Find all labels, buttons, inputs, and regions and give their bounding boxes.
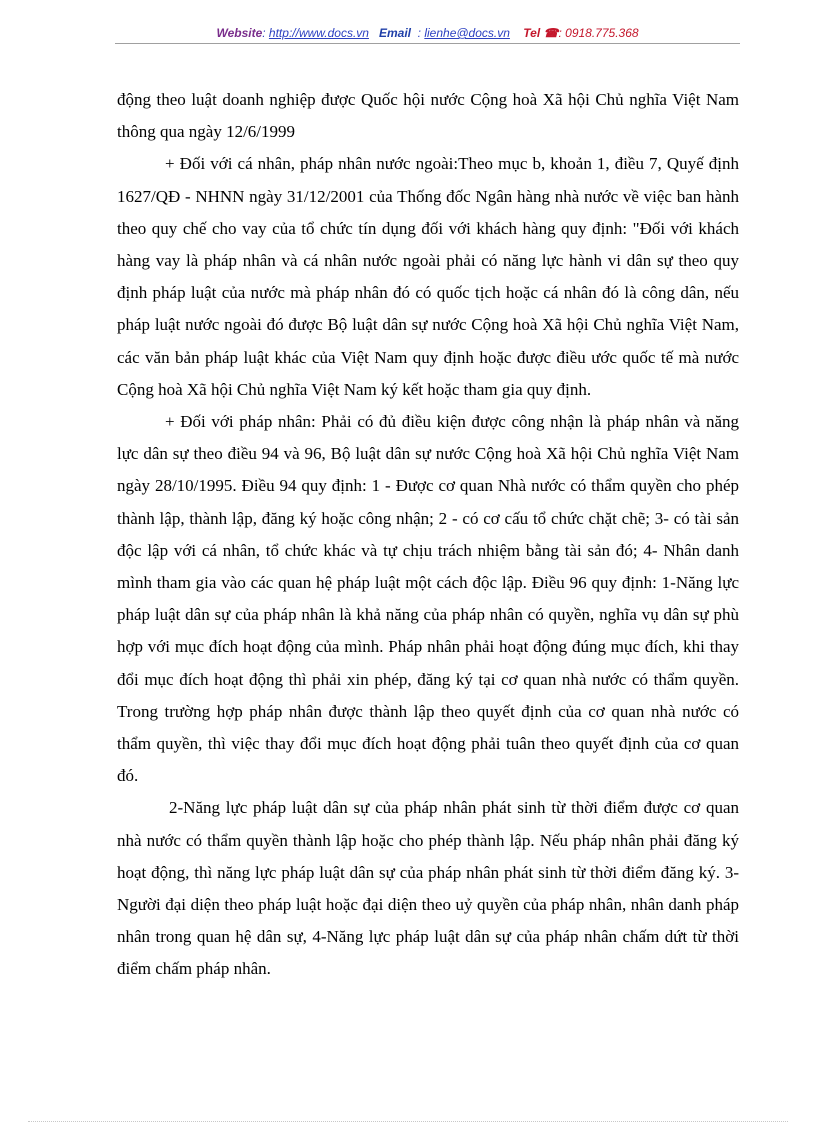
body-paragraph-1: động theo luật doanh nghiệp được Quốc hội nước Cộng hoà Xã hội Chủ nghĩa Việt Nam thông qua ngày 12/6/1999 <box>117 90 739 142</box>
document-body <box>117 84 739 986</box>
phone-icon: ☎ <box>543 26 559 40</box>
tel-separator: : <box>558 26 566 40</box>
footer-divider <box>28 1121 788 1122</box>
email-link[interactable]: lienhe@docs.vn <box>424 26 510 40</box>
page-header <box>115 24 740 43</box>
body-paragraph-3: + Đối với pháp nhân: Phải có đủ điều kiện được công nhận là pháp nhân và năng lực dân sự theo điều 94 và 96, Bộ luật dân sự nước Cộng hoà Xã hội Chủ nghĩa Việt Nam ngày 28/10/1995. Điều 94 quy định: 1 - Được cơ quan Nhà nước có thẩm quyền cho phép thành lập, thành lập, đăng ký hoặc công nhận; 2 - có cơ cấu tổ chức chặt chẽ; 3- có tài sản độc lập với cá nhân, tổ chức khác và tự chịu trách nhiệm bằng tài sản đó; 4- Nhân danh mình tham gia vào các quan hệ pháp luật một cách độc lập. Điều 96 quy định: 1-Năng lực pháp luật dân sự của pháp nhân là khả năng của pháp nhân có quyền, nghĩa vụ dân sự phù hợp với mục đích hoạt động của mình. Pháp nhân phải hoạt động đúng mục đích, khi thay đổi mục đích hoạt động thì phải xin phép, đăng ký tại cơ quan nhà nước có thẩm quyền. Trong trường hợp pháp nhân được thành lập theo quyết định của cơ quan nhà nước có thẩm quyền, thì việc thay đổi mục đích hoạt động phải tuân theo quyết định của cơ quan đó. <box>117 412 739 786</box>
email-label: Email <box>378 26 411 40</box>
website-separator: : <box>262 26 269 40</box>
tel-number: 0918.775.368 <box>565 26 639 40</box>
website-label: Website <box>216 26 263 40</box>
body-paragraph-2: + Đối với cá nhân, pháp nhân nước ngoài:Theo mục b, khoản 1, điều 7, Quyế định 1627/QĐ - NHNN ngày 31/12/2001 của Thống đốc Ngân hàng nhà nước về việc ban hành theo quy chế cho vay của tổ chức tín dụng đối với khách hàng quy định: "Đối với khách hàng vay là pháp nhân và cá nhân nước ngoài phải có năng lực hành vi dân sự theo quy định pháp luật của nước mà pháp nhân đó có quốc tịch hoặc cá nhân đó là công dân, nếu pháp luật nước ngoài đó được Bộ luật dân sự nước Cộng hoà Xã hội Chủ nghĩa Việt Nam, các văn bản pháp luật khác của Việt Nam quy định hoặc được điều ước quốc tế mà nước Cộng hoà Xã hội Chủ nghĩa Việt Nam ký kết hoặc tham gia quy định. <box>117 154 739 399</box>
body-paragraph-4: 2-Năng lực pháp luật dân sự của pháp nhân phát sinh từ thời điểm được cơ quan nhà nước có thẩm quyền thành lập hoặc cho phép thành lập. Nếu pháp nhân phải đăng ký hoạt động, thì năng lực pháp luật dân sự của pháp nhân phát sinh từ thời điểm đăng ký. 3- Người đại diện theo pháp luật hoặc đại diện theo uỷ quyền của pháp nhân, nhân danh pháp nhân trong quan hệ dân sự, 4-Năng lực pháp luật dân sự của pháp nhân chấm dứt từ thời điểm chấm pháp nhân. <box>117 798 739 979</box>
website-link[interactable]: http://www.docs.vn <box>268 26 369 40</box>
email-separator: : <box>417 26 425 40</box>
tel-label: Tel <box>523 26 541 40</box>
header-divider <box>115 43 740 44</box>
